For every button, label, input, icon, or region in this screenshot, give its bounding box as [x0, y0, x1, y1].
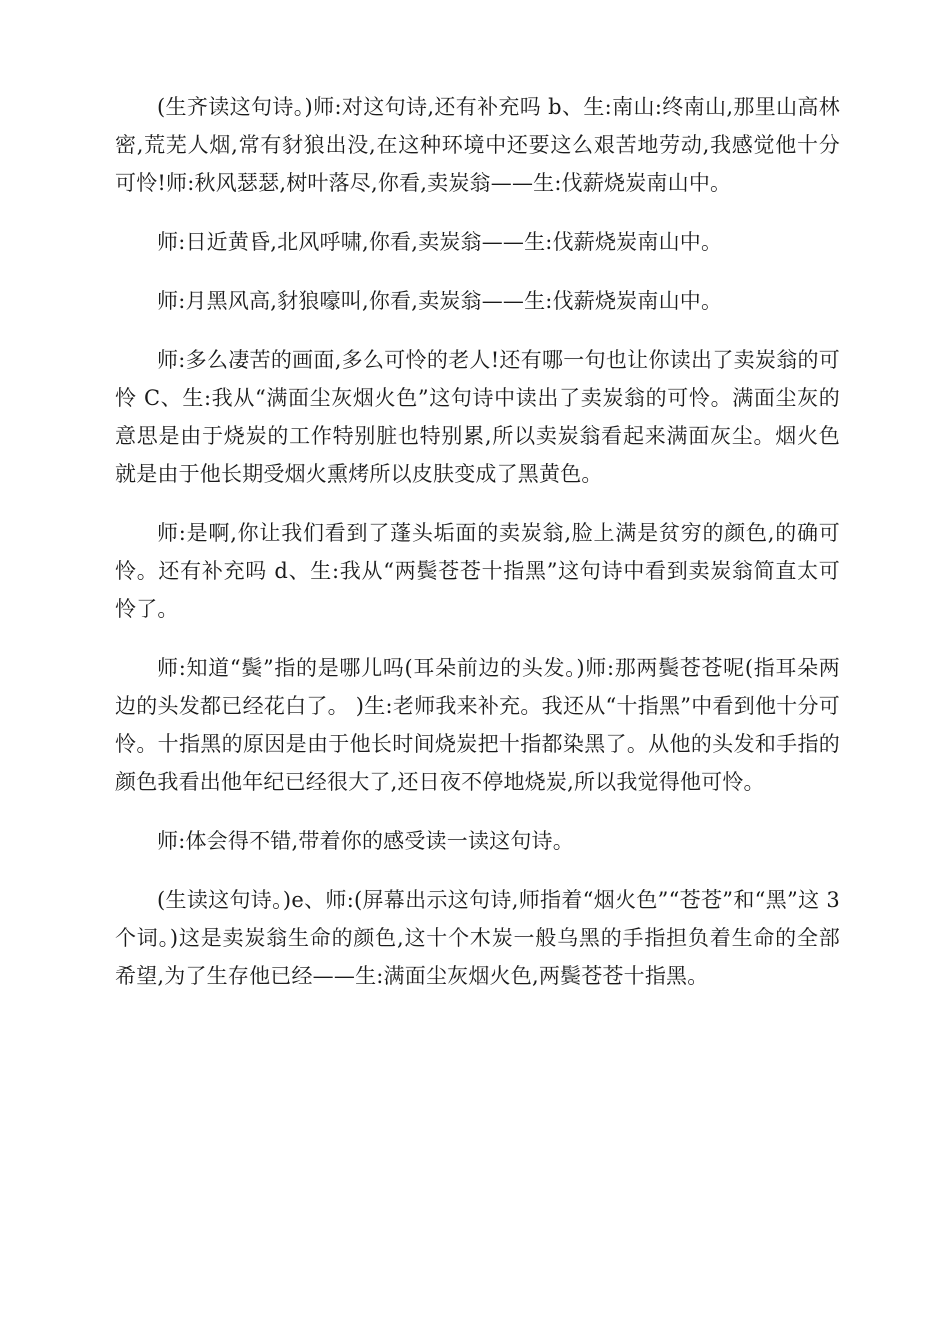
paragraph: 师:知道“鬓”指的是哪儿吗(耳朵前边的头发。)师:那两鬓苍苍呢(指耳朵两边的头发都已经花白了。 )生:老师我来补充。我还从“十指黑”中看到他十分可怜。十指黑的原因是由于他长时间烧炭把十指都染黑了。从他的头发和手指的颜色我看出他年纪已经很大了,还日夜不停地烧炭,所以我觉得他可怜。: [115, 656, 840, 794]
paragraph: 师:是啊,你让我们看到了蓬头垢面的卖炭翁,脸上满是贫穷的颜色,的确可怜。还有补充吗 d、生:我从“两鬓苍苍十指黑”这句诗中看到卖炭翁简直太可怜了。: [115, 521, 840, 621]
paragraph: 师:多么凄苦的画面,多么可怜的老人!还有哪一句也让你读出了卖炭翁的可怜 C、生:我从“满面尘灰烟火色”这句诗中读出了卖炭翁的可怜。满面尘灰的意思是由于烧炭的工作特别脏也特别累,所以卖炭翁看起来满面灰尘。烟火色就是由于他长期受烟火熏烤所以皮肤变成了黑黄色。: [115, 348, 840, 486]
document-body: [115, 88, 840, 1016]
paragraph: 师:日近黄昏,北风呼啸,你看,卖炭翁——生:伐薪烧炭南山中。: [157, 230, 723, 254]
paragraph: (生读这句诗。)e、师:(屏幕出示这句诗,师指着“烟火色”“苍苍”和“黑”这 3 个词。)这是卖炭翁生命的颜色,这十个木炭一般乌黑的手指担负着生命的全部希望,为了生存他已经——生:满面尘灰烟火色,两鬓苍苍十指黑。: [115, 888, 840, 988]
paragraph: 师:月黑风高,豺狼嚎叫,你看,卖炭翁——生:伐薪烧炭南山中。: [157, 289, 723, 313]
paragraph: (生齐读这句诗。)师:对这句诗,还有补充吗 b、生:南山:终南山,那里山高林密,荒芜人烟,常有豺狼出没,在这种环境中还要这么艰苦地劳动,我感觉他十分可怜!师:秋风瑟瑟,树叶落尽,你看,卖炭翁——生:伐薪烧炭南山中。: [115, 95, 840, 195]
paragraph: 师:体会得不错,带着你的感受读一读这句诗。: [157, 829, 574, 853]
